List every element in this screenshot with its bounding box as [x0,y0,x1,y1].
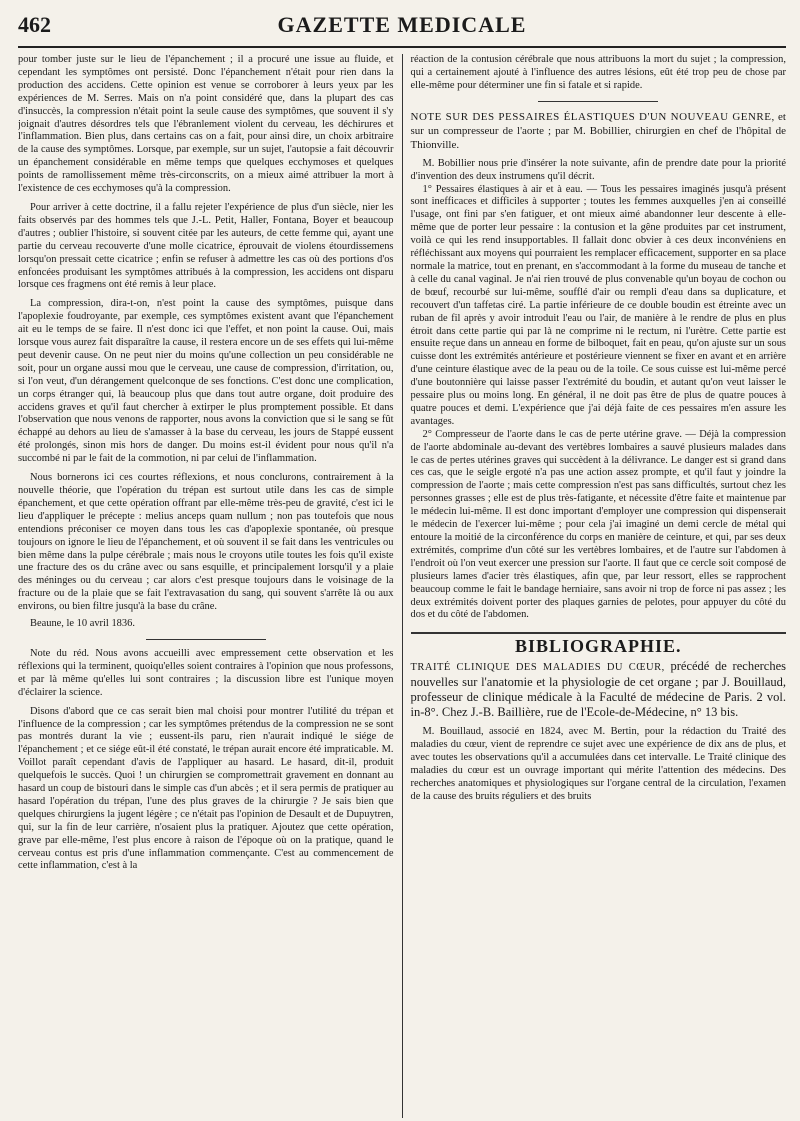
section-divider [411,632,787,634]
paragraph: Nous bornerons ici ces courtes réflexions, et nous conclurons, contrairement à la nouvelle théorie, que l'opération du trépan est surtout utile dans les cas de simple épanchement, et que cette opération offrant par elle-même très-peu de gravité, c'est ici le lieu d'appliquer le précepte : melius anceps quam nullum ; non pas toutefois que nous entendions préconiser ce moyen dans tous les cas d'apoplexie spontanée, où presque toujours on ignore le lieu de l'épanchement, et où souvent il se fait dans les ventricules ou bien même dans la pulpe cérébrale ; mais nous le croyons utile toutes les fois qu'il existe une fracture des os du crâne avec ou sans esquille, et principalement lorsqu'il y a plaie des méninges ou du cerveau ; car alors c'est presque toujours dans le voisinage de la fracture ou de la plaie que se fait l'extravasation du sang, qui souvent s'arrête là ou aux environs, ou bien filtre jusqu'à la base du crâne. [18,472,394,613]
paragraph: Disons d'abord que ce cas serait bien mal choisi pour montrer l'utilité du trépan et l'influence de la compression ; car les symptômes prétendus de la compression ne se sont pas montrés durant la vie ; eussent-ils paru, rien n'aurait indiqué le siége de l'épanchement ; et ce siége eût-il été constaté, le trépan aurait encore été impraticable. M. Voillot paraît cependant d'avis de l'appliquer au hasard. Le hasard, dit-il, produit quelquefois le succès. Quoi ! un chirurgien se compromettrait gravement en donnant au hasard un coup de bistouri dans le simple cas d'un abcès ; et il sera permis de pratiquer au hasard l'opération du trépan, l'une des plus graves de la chirurgie ? Je sais bien que quelques chirurgiens la jugent légère ; ce n'était pas l'opinion de Desault et de Dupuytren, qui, sur la fin de leur carrière, n'osaient plus la pratiquer. Ajoutez que cette opération, grave par elle-même, l'est plus encore à raison de l'époque où on la pratique, quand le cerveau contus est pris d'une inflammation commençante. C'est au commencement de cette inflammation, c'est à la [18,705,394,872]
page-header [18,12,786,48]
article-title [411,110,787,152]
journal-title: GAZETTE MEDICALE [277,12,527,37]
editor-note: Note du réd. Nous avons accueilli avec empressement cette observation et les réflexions qui la terminent, quoiqu'elles soient contraires à l'opinion que nous professons, et par là même qu'elles lui sont contraires ; la discussion libre est l'unique moyen d'éclairer la science. [18,647,394,698]
right-column [402,54,787,1118]
article-title-rest: et sur un compresseur de l'aorte ; par M. Bobillier, chirurgien en chef de l'hôpital de Thionville. [410,110,786,151]
book-title [411,659,787,720]
text-columns [18,54,786,1118]
book-title-caps: TRAITÉ CLINIQUE DES MALADIES DU CŒUR, [410,662,665,674]
paragraph: réaction de la contusion cérébrale que nous attribuons la mort du sujet ; la compression, qui a certainement ajouté à l'influence des autres lésions, eût été trop peu de chose par elle-même pour déterminer une fin si fatale et si rapide. [410,54,786,91]
book-title-rest: précédé de recherches nouvelles sur l'anatomie et la physiologie de cet organe ; par J. Bouillaud, professeur de clinique médicale à la Faculté de médecine de Paris. 2 vol. in-8°. Chez J.-B. Baillière, rue de l'Ecole-de-Médecine, n° 13 bis. [410,659,786,720]
separator [538,101,658,102]
paragraph: pour tomber juste sur le lieu de l'épanchement ; il a procuré une issue au fluide, et cependant les symptômes ont persisté. Donc l'épanchement n'était pour rien dans la production des accidens. Cette opinion est venue se corroborer à leurs yeux par les expériences de M. Serres. Mais on n'a point considéré que, dans la plupart des cas d'insuccès, la compression n'était point la seule cause des symptômes, que souvent il s'y joignait d'autres désordres tels que l'ébranlement violent du cerveau, les déchirures et l'inflammation. Bien plus, dans certains cas on a fait, pour ainsi dire, un choix arbitraire de la cause des symptômes. Lorsque, par exemple, sur un sujet, l'autopsie a fait découvrir un épanchement considérable en même temps que quelques ecchymoses et quelques points de ramollissement même très-circonscrits, on a mieux aimé attribuer la mort à l'existence de ces ecchymoses qu'à la compression. [18,54,394,195]
paragraph: Pour arriver à cette doctrine, il a fallu rejeter l'expérience de plus d'un siècle, nier les faits observés par des hommes tels que J.-L. Petit, Haller, Fontana, Boyer et beaucoup d'autres ; oublier l'histoire, si souvent citée par les auteurs, de cette femme qui, ayant une partie du cerveau recouverte d'une molle cicatrice, éprouvait de violens étourdissemens lorsqu'on pressait cette cicatrice ; enfin se refuser à admettre les cas où des portions d'os enfoncées produisant les symptômes attribués à la compression, les accidens ont disparu lorsque ces fragmens ont été remis à leur place. [18,201,394,291]
separator [146,639,266,640]
paragraph: M. Bobillier nous prie d'insérer la note suivante, afin de prendre date pour la priorité d'invention des deux instrumens qu'il décrit. [410,157,786,182]
left-column [18,54,402,1118]
page-number: 462 [18,12,51,37]
article-title-caps: NOTE SUR DES PESSAIRES ÉLASTIQUES D'UN NOUVEAU GENRE, [410,110,775,123]
paragraph: 2° Compresseur de l'aorte dans le cas de perte utérine grave. — Déjà la compression de l'aorte abdominale au-devant des vertèbres lombaires a sauvé plusieurs malades dans le cas de pertes utérines graves qui succèdent à la délivrance. Le danger est si grand dans ces cas, que le seigle ergoté n'a pas une action assez prompte, et qu'il faut y joindre la compression de l'aorte ; mais cette compression n'est pas sans difficultés, surtout chez les personnes grasses ; elle est de plus très-fatigante, et nécessite d'être faite et maintenue par le médecin lui-même. Il est donc important d'employer une compression qui dispenserait le médecin de l'exercer lui-même ; pour cela j'ai imaginé un demi cercle de métal qui entoure la moitié de la circonférence du corps en manière de ceinture, et qui, par ses deux extrémités, comprime d'un côté sur les vertèbres lombaires, et de l'autre sur l'abdomen à l'endroit où l'on veut exercer une pression sur l'aorte. Il faut que ce cercle soit composé de plusieurs lames d'acier très élastiques, afin que, par leur ressort, elles se rapprochent beaucoup comme le fait le bandage herniaire, sans avoir ni trop de force ni pas assez ; les deux extrémités doivent porter des plaques garnies de pelotes, pour appuyer du côté du dos et du côté de l'abdomen. [410,428,786,621]
paragraph: M. Bouillaud, associé en 1824, avec M. Bertin, pour la rédaction du Traité des maladies du cœur, vient de reprendre ce sujet avec une expérience de dix ans de plus, et avec toutes les observations qu'il a accumulées dans cet intervalle. Le Traité clinique des maladies du cœur est un ouvrage important qui mérite l'attention des médecins. Des recherches anatomiques et physiologiques sur l'organe central de la circulation, l'examen de la cause des bruits réguliers et des bruits [410,726,786,802]
paragraph: 1° Pessaires élastiques à air et à eau. — Tous les pessaires imaginés jusqu'à présent sont inefficaces et difficiles à supporter ; toutes les femmes auxquelles j'en ai conseillé l'usage, ont fini par s'en fatiguer, et ont mieux aimé abandonner leur descente à elle-même que de porter leur pessaire : la contusion et la gêne produites par cet instrument, voilà ce qui les rend insupportables. Il fallait donc obvier à ces deux inconvéniens en réfléchissant aux moyens qui pourraient les remplacer efficacement, supporter en sa place normale la matrice, tout en prenant, en s'accommodant à la forme du museau de tanche et à celle du canal vaginal. Je n'ai rien trouvé de plus convenable qu'un boyau de cochon ou de bœuf, recourbé sur lui-même, soufflé d'air ou rempli d'eau dans sa duplicature, et recouvert d'un taffetas ciré. La partie inférieure de ce double boudin est étreinte avec un ruban de fil après y avoir introduit l'eau ou l'air, de manière à le rendre de plus en plus étroit dans cette partie qui par là ne comprime ni le rectum, ni l'urètre. Cette partie est ensuite reçue dans un anneau en forme de bilboquet, fait en peau, qu'on ajuste sur un sous cuisse dont les extrémités antérieure et postérieure viennent se fixer en avant et en arrière d'une ceinture élastique avec de la peau ou de la toile. Ce sous cuisse est lui-même percé d'une boutonnière qui laisse passer l'extrémité du boudin, et autant qu'on veut laisser le pessaire plus ou moins long. En général, il ne doit pas être de plus de quatre pouces à quatre pouces et demi. L'expérience que j'ai déjà faite de ces pessaires m'en assure les avantages. [410,183,786,427]
section-heading: BIBLIOGRAPHIE. [514,636,682,657]
paragraph: La compression, dira-t-on, n'est point la cause des symptômes, puisque dans l'apoplexie foudroyante, par exemple, ces symptômes existent avant que l'épanchement ait eu le temps de se faire. Il n'est donc ici que l'effet, et non point la cause. Oui, mais lorsque vous aurez fait disparaître la cause, il restera encore un de ses effets qui lui-même peut devenir cause. On ne peut nier du moins qu'une collection un peu considérable ne soit, pour un organe aussi mou que le cerveau, une cause de compression, d'irritation, ou, si l'on veut, d'un dérangement quelconque de ses fonctions. C'est donc une complication, un corps étranger qui, là beaucoup plus que dans tout autre organe, doit produire des accidens graves et qu'il faut chercher à extirper le plus promptement possible. Et dans l'observation que nous venons de rapporter, nous avons la conviction que si le sang se fût échappé au dehors au lieu de s'amasser à la base du cerveau, les jours de Stappé eussent été prolongés, sinon mis hors de danger. Du moins est-il évident pour nous qu'il n'a succombé ni par le fait de la commotion, ni par celui de l'inflammation. [18,298,394,465]
dateline: Beaune, le 10 avril 1836. [30,618,135,630]
